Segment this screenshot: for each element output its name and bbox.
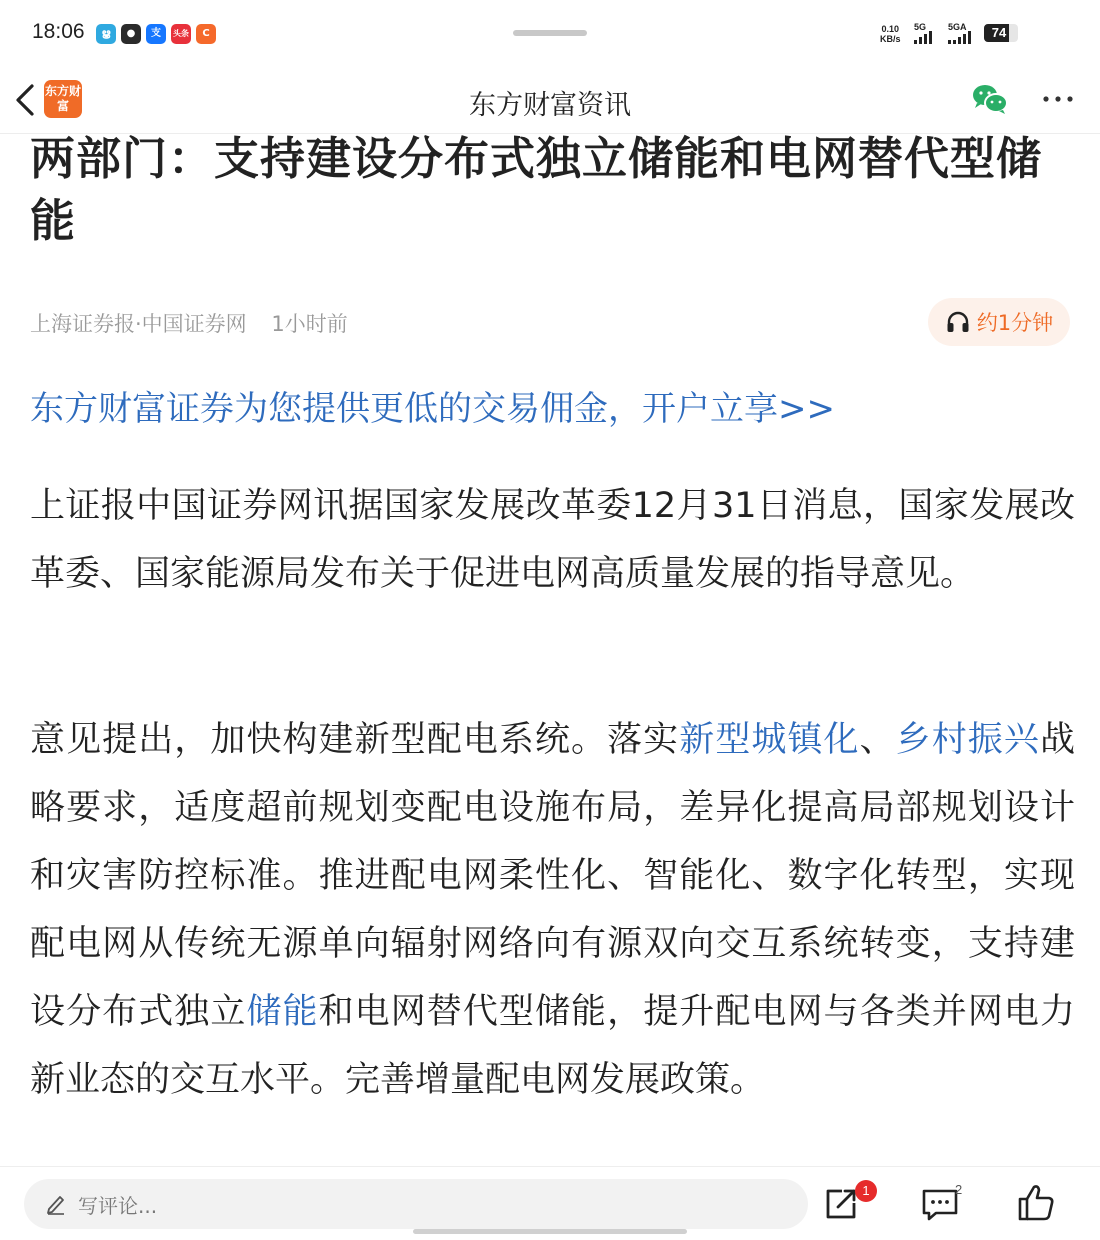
headphones-icon	[945, 309, 971, 335]
comment-input[interactable]	[24, 1179, 808, 1229]
link-rural-revitalization[interactable]: 乡村振兴	[895, 720, 1040, 760]
network-speed	[880, 24, 901, 44]
status-time: 18:06	[32, 20, 85, 43]
battery-icon	[984, 24, 1018, 42]
alipay-icon: 支	[146, 24, 166, 44]
article-time: 1小时前	[271, 312, 348, 336]
signal-5ga	[948, 22, 982, 44]
pencil-icon	[46, 1193, 66, 1215]
app-icon-2: ●	[121, 24, 141, 44]
signal-5g	[914, 22, 944, 44]
more-dots-icon	[1040, 84, 1076, 114]
wechat-icon	[970, 82, 1010, 116]
para2-text-c: 战略要求，适度超前规划变配电设施布局，差异化提高局部规划设计和灾害防控标准。推进配电网柔性化、智能化、数字化转型，实现配电网从传统无源单向辐射网络向有源双向交互系统转变，支持建设分布式独立	[30, 720, 1075, 1032]
para2-text-d: 和电网替代型储能，提升配电网与各类并网电力新业态的交互水平。完善增量配电网发展政策。	[30, 992, 1075, 1100]
home-indicator[interactable]	[413, 1229, 687, 1234]
article-paragraph-2	[30, 706, 1075, 1114]
para2-text-b: 、	[859, 720, 896, 760]
article-title: 两部门：支持建设分布式独立储能和电网替代型储能	[30, 132, 1043, 247]
more-options-button[interactable]	[1040, 84, 1076, 114]
signal-bars-icon	[948, 31, 971, 44]
notification-icons	[96, 24, 216, 44]
wechat-share-button[interactable]	[970, 82, 1010, 116]
toutiao-icon: 头条	[171, 24, 191, 44]
signal-bars-icon	[914, 31, 932, 44]
page-title: 东方财富资讯	[469, 90, 631, 121]
app-icon-1: ൠ	[96, 24, 116, 44]
network-speed-unit: KB/s	[880, 34, 901, 44]
comment-placeholder: 写评论...	[78, 1193, 158, 1218]
app-icon-5: C	[196, 24, 216, 44]
like-button[interactable]	[1014, 1179, 1058, 1225]
thumbs-up-icon	[1014, 1179, 1058, 1225]
battery-percent: 74	[991, 25, 1007, 40]
nav-bar	[0, 66, 1100, 134]
article-paragraph-1: 上证报中国证券网讯据国家发展改革委12月31日消息，国家发展改革委、国家能源局发布关于促进电网高质量发展的指导意见。	[30, 486, 1075, 594]
signal-5g-label: 5G	[914, 22, 927, 32]
para2-text-a: 意见提出，加快构建新型配电系统。落实	[30, 720, 680, 760]
link-new-urbanization[interactable]: 新型城镇化	[679, 720, 860, 760]
article-meta	[30, 308, 348, 338]
network-speed-value: 0.10	[881, 24, 900, 34]
top-pill	[513, 30, 587, 36]
link-energy-storage[interactable]: 储能	[246, 992, 319, 1032]
article-source: 上海证券报·中国证券网	[30, 312, 247, 336]
eastmoney-logo: 东方财富	[44, 80, 82, 118]
listen-button[interactable]	[928, 298, 1070, 346]
listen-duration: 约1分钟	[976, 311, 1054, 335]
share-count-badge: 1	[855, 1180, 877, 1202]
signal-5ga-label: 5GA	[948, 22, 967, 32]
account-opening-promo-link[interactable]: 东方财富证券为您提供更低的交易佣金，开户立享>>	[30, 389, 835, 429]
status-bar	[0, 0, 1100, 66]
comment-count: 2	[955, 1182, 963, 1197]
